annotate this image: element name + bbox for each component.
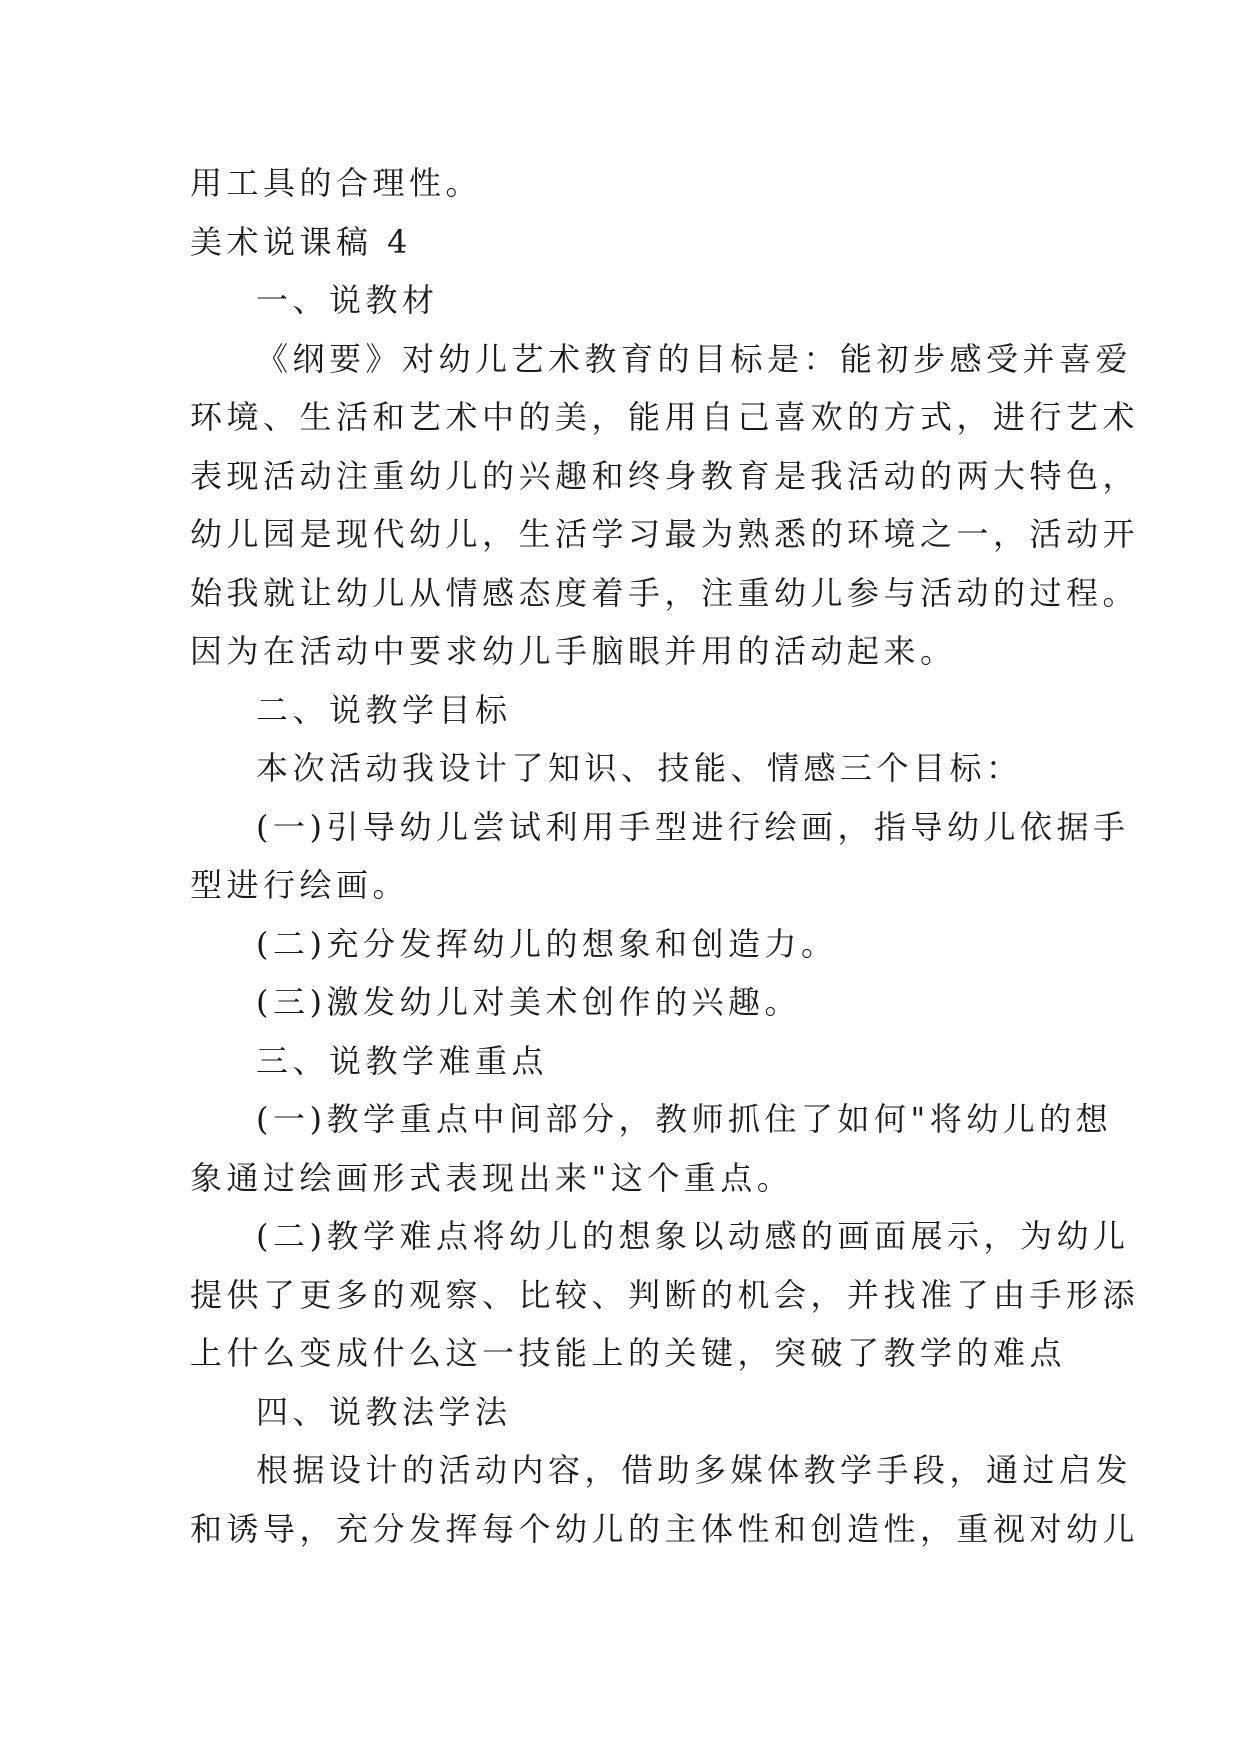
- section-heading: 四、说教法学法: [256, 1392, 512, 1431]
- text-line: 上什么变成什么这一技能上的关键，突破了教学的难点: [190, 1334, 1067, 1372]
- text-line: 始我就让幼儿从情感态度着手，注重幼儿参与活动的过程。: [190, 573, 1140, 612]
- section-heading: 一、说教材: [256, 281, 439, 319]
- text-line: 根据设计的活动内容，借助多媒体教学手段，通过启发: [256, 1451, 1133, 1489]
- text-line: 幼儿园是现代幼儿，生活学习最为熟悉的环境之一，活动开: [190, 515, 1140, 553]
- text-line: (二)教学难点将幼儿的想象以动感的画面展示，为幼儿: [256, 1217, 1130, 1255]
- section-heading: 二、说教学目标: [256, 690, 512, 729]
- text-line: 和诱导，充分发挥每个幼儿的主体性和创造性，重视对幼儿: [190, 1509, 1140, 1548]
- text-line: 《纲要》对幼儿艺术教育的目标是：能初步感受并喜爱: [256, 339, 1133, 378]
- document-body: [190, 154, 1140, 1558]
- text-line: (二)充分发挥幼儿的想象和创造力。: [256, 924, 838, 963]
- text-line: 象通过绘画形式表现出来"这个重点。: [190, 1158, 794, 1197]
- text-line: 因为在活动中要求幼儿手脑眼并用的活动起来。: [190, 632, 957, 670]
- text-line: 环境、生活和艺术中的美，能用自己喜欢的方式，进行艺术: [190, 398, 1140, 436]
- text-line: 用工具的合理性。: [190, 164, 483, 202]
- text-line: 提供了更多的观察、比较、判断的机会，并找准了由手形添: [190, 1275, 1140, 1314]
- text-line: 表现活动注重幼儿的兴趣和终身教育是我活动的两大特色，: [190, 456, 1140, 495]
- text-line: (一)教学重点中间部分，教师抓住了如何"将幼儿的想: [256, 1100, 1113, 1138]
- text-line: (一)引导幼儿尝试利用手型进行绘画，指导幼儿依据手: [256, 807, 1130, 846]
- text-line: 本次活动我设计了知识、技能、情感三个目标：: [256, 749, 1023, 787]
- section-heading: 三、说教学难重点: [256, 1041, 549, 1080]
- text-line: (三)激发幼儿对美术创作的兴趣。: [256, 983, 801, 1021]
- section-title: 美术说课稿 4: [190, 222, 413, 261]
- text-line: 型进行绘画。: [190, 866, 410, 904]
